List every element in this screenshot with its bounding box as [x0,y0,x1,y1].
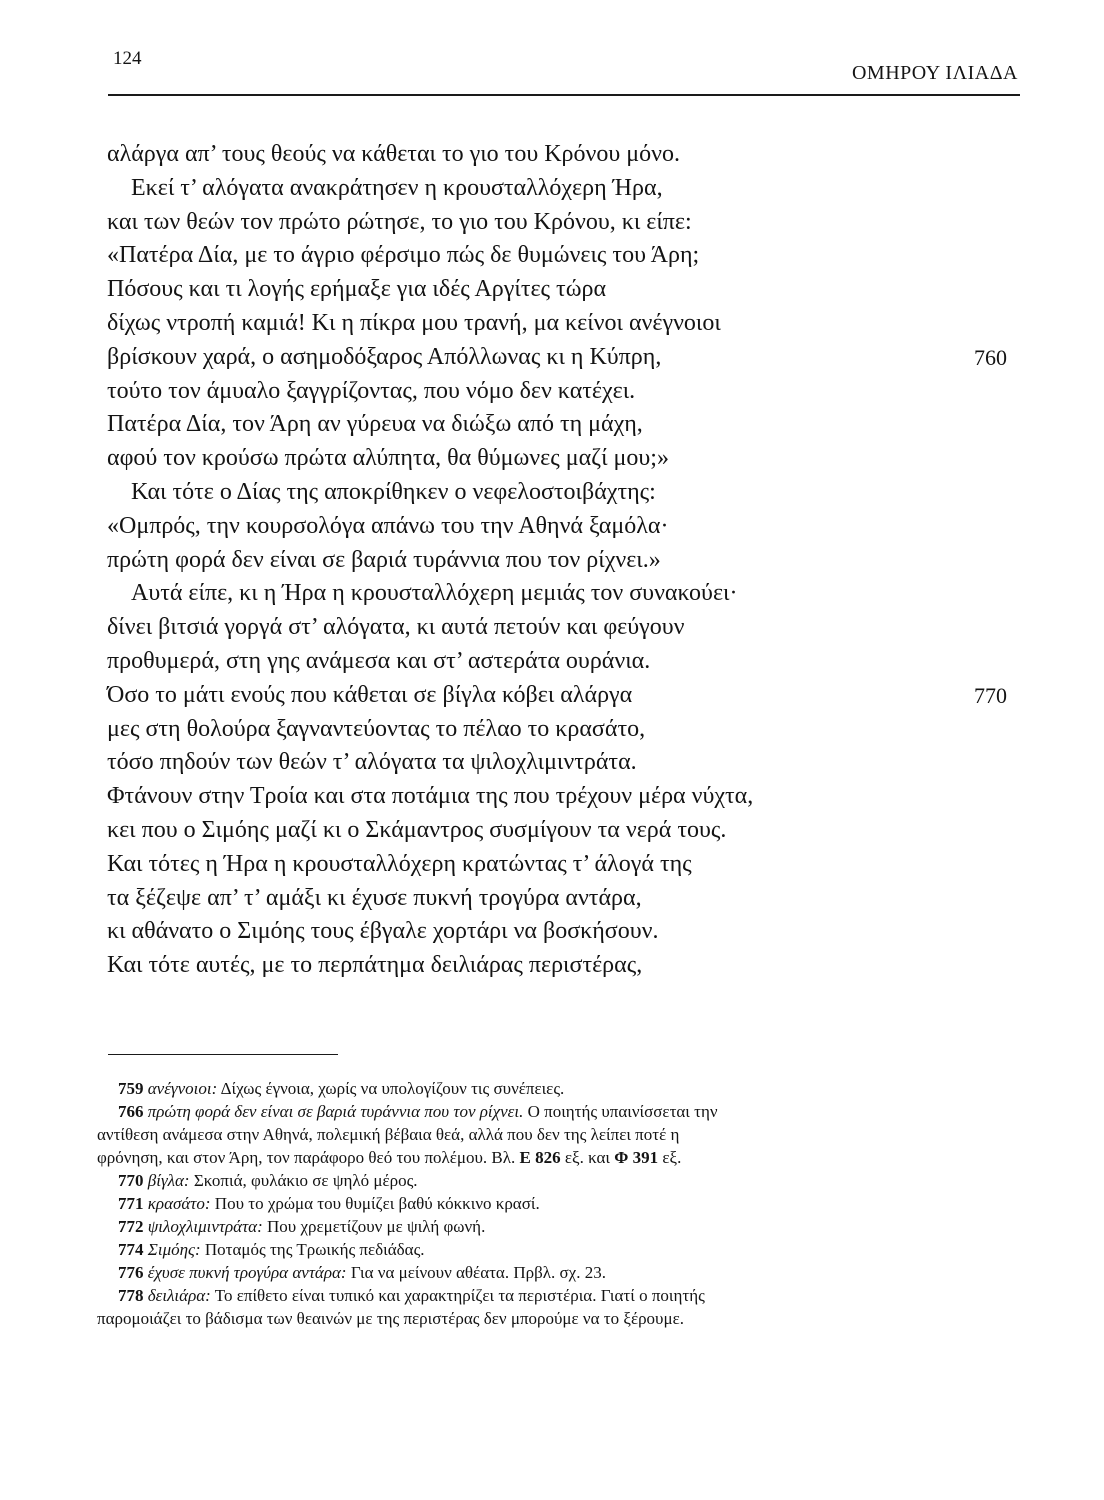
verse-line [0,138,1104,172]
verse-text: προθυμερά, στη γης ανάμεσα και στ’ αστεράτα ουράνια. [107,647,651,674]
verse-text: πρώτη φορά δεν είναι σε βαριά τυράννια που τον ρίχνει.» [107,546,661,573]
verse-text: δίχως ντροπή καμιά! Κι η πίκρα μου τρανή, μα κείνοι ανέγνοιοι [107,309,721,336]
verse-line [0,307,1104,341]
cross-reference: Φ 391 [614,1148,659,1167]
verse-line [0,746,1104,780]
footnote-continuation [0,1307,1104,1330]
verse-text: μες στη θολούρα ξαγναντεύοντας το πέλαο το κρασάτο, [107,715,646,742]
footnote-text: φρόνηση, και στον Άρη, τον παράφορο θεό του πολέμου. Βλ. [97,1148,520,1167]
footnote [0,1261,1104,1284]
verse-line [0,645,1104,679]
verse-line [0,949,1104,983]
footnote-rule [108,1054,338,1055]
verse-line [0,273,1104,307]
verse-text: Πατέρα Δία, τον Άρη αν γύρευα να διώξω από τη μάχη, [107,411,643,438]
footnote-number: 776 [118,1263,144,1282]
verse-text: Και τότε αυτές, με το περπάτημα δειλιάρας περιστέρας, [107,952,643,979]
verse-text: αλάργα απ’ τους θεούς να κάθεται το γιο του Κρόνου μόνο. [107,141,680,167]
footnote [0,1077,1104,1100]
verse-text: αφού τον κρούσω πρώτα αλύπητα, θα θύμωνες μαζί μου;» [107,445,669,472]
footnote-text: Ο ποιητής υπαινίσσεται την [523,1102,718,1121]
verse-line [0,882,1104,916]
verse-line [0,375,1104,409]
footnote-number: 778 [118,1286,144,1305]
footnote-number: 772 [118,1217,144,1236]
footnote-term: κρασάτο: [147,1194,211,1213]
footnote [0,1238,1104,1261]
verse-text: «Ομπρός, την κουρσολόγα απάνω του την Αθηνά ξαμόλα· [107,512,669,539]
verse-line [0,408,1104,442]
footnote-number: 770 [118,1171,144,1190]
verse-text: Πόσους και τι λογής ερήμαξε για ιδές Αργίτες τώρα [107,276,607,303]
footnote-text: Που το χρώμα του θυμίζει βαθύ κόκκινο κρασί. [210,1194,540,1213]
verse-line [0,172,1104,206]
verse-text: και των θεών τον πρώτο ρώτησε, το γιο του Κρόνου, κι είπε: [107,208,692,235]
footnote [0,1284,1104,1307]
verse-line [0,577,1104,611]
footnote-term: δειλιάρα: [147,1286,211,1305]
footnote-text: Σκοπιά, φυλάκιο σε ψηλό μέρος. [189,1171,418,1190]
verse-text: τούτο τον άμυαλο ξαγγρίζοντας, που νόμο δεν κατέχει. [107,377,636,404]
footnote-number: 774 [118,1240,144,1259]
footnote-continuation [0,1123,1104,1146]
footnote-continuation [0,1146,1104,1169]
verse-text: βρίσκουν χαρά, ο ασημοδόξαρος Απόλλωνας κι η Κύπρη, [107,343,662,370]
verse-line [0,814,1104,848]
footnote-text: Το επίθετο είναι τυπικό και χαρακτηρίζει τα περιστέρια. Γιατί ο ποιητής [210,1286,705,1305]
footnote-term: πρώτη φορά δεν είναι σε βαριά τυράννια που τον ρίχνει. [147,1102,524,1121]
footnote-text: παρομοιάζει το βάδισμα των θεαινών με της περιστέρας δεν μπορούμε να το ξέρουμε. [97,1309,684,1328]
footnote-number: 766 [118,1102,144,1121]
running-title: ΟΜΗΡΟΥ ΙΛΙΑΔΑ [851,62,1018,84]
footnote [0,1100,1104,1123]
line-number-760: 760 [974,344,1007,370]
verse-line [0,713,1104,747]
footnote [0,1215,1104,1238]
footnote [0,1169,1104,1192]
verse-line [0,848,1104,882]
line-number-770: 770 [974,682,1007,708]
footnote-term: Σιμόης: [147,1240,201,1259]
verse-line [0,239,1104,273]
verse-line [0,442,1104,476]
footnote-text: Που χρεμετίζουν με ψιλή φωνή. [262,1217,486,1236]
header-rule [108,94,1020,96]
footnote-text: αντίθεση ανάμεσα στην Αθηνά, πολεμική βέβαια θεά, αλλά που δεν της λείπει ποτέ η [97,1125,680,1144]
footnote-text: εξ. [658,1148,682,1167]
verse-line [0,611,1104,645]
verse-line [0,341,1104,375]
verse-text: Φτάνουν στην Τροία και στα ποτάμια της που τρέχουν μέρα νύχτα, [107,783,754,810]
footnote-term: ψιλοχλιμιντράτα: [147,1217,263,1236]
cross-reference: Ε 826 [519,1148,561,1167]
footnote-term: βίγλα: [147,1171,190,1190]
footnote [0,1192,1104,1215]
verse-line [0,544,1104,578]
footnote-term: ανέγνοιοι: [147,1079,218,1098]
verse-text: κει που ο Σιμόης μαζί κι ο Σκάμαντρος συσμίγουν τα νερά τους. [107,816,727,843]
verse-text: κι αθάνατο ο Σιμόης τους έβγαλε χορτάρι να βοσκήσουν. [107,918,659,945]
page-number: 124 [113,48,142,69]
verse-line [0,510,1104,544]
footnotes [0,1077,1104,1330]
footnote-text: εξ. και [560,1148,615,1167]
verse-line [0,780,1104,814]
footnote-text: Ποταμός της Τρωικής πεδιάδας. [200,1240,425,1259]
footnote-text: Δίχως έγνοια, χωρίς να υπολογίζουν τις συνέπειες. [217,1079,565,1098]
verse-line [0,915,1104,949]
footnote-text: Για να μείνουν αθέατα. Πρβλ. σχ. 23. [346,1263,606,1282]
verse-line [0,679,1104,713]
verse-text: Και τότες η Ήρα η κρουσταλλόχερη κρατώντας τ’ άλογά της [107,850,692,877]
footnote-number: 759 [118,1079,144,1098]
verse-text: τόσο πηδούν των θεών τ’ αλόγατα τα ψιλοχλιμιντράτα. [107,749,637,776]
verse-line [0,206,1104,240]
verse-text: δίνει βιτσιά γοργά στ’ αλόγατα, κι αυτά πετούν και φεύγουν [107,614,685,641]
verse-text: Αυτά είπε, κι η Ήρα η κρουσταλλόχερη μεμιάς τον συνακούει· [131,580,738,607]
verse-text: τα ξέζεψε απ’ τ’ αμάξι κι έχυσε πυκνή τρογύρα αντάρα, [107,884,642,911]
footnote-number: 771 [118,1194,144,1213]
footnote-term: έχυσε πυκνή τρογύρα αντάρα: [147,1263,347,1282]
verse-text: «Πατέρα Δία, με το άγριο φέρσιμο πώς δε θυμώνεις του Άρη; [107,242,700,269]
verse-text: Και τότε ο Δίας της αποκρίθηκεν ο νεφελοστοιβάχτης: [131,478,656,505]
verse-text: Όσο το μάτι ενούς που κάθεται σε βίγλα κόβει αλάργα [107,681,633,708]
verse-text: Εκεί τ’ αλόγατα ανακράτησεν η κρουσταλλόχερη Ήρα, [131,174,663,201]
verse-line [0,476,1104,510]
poem-text [0,138,1104,983]
